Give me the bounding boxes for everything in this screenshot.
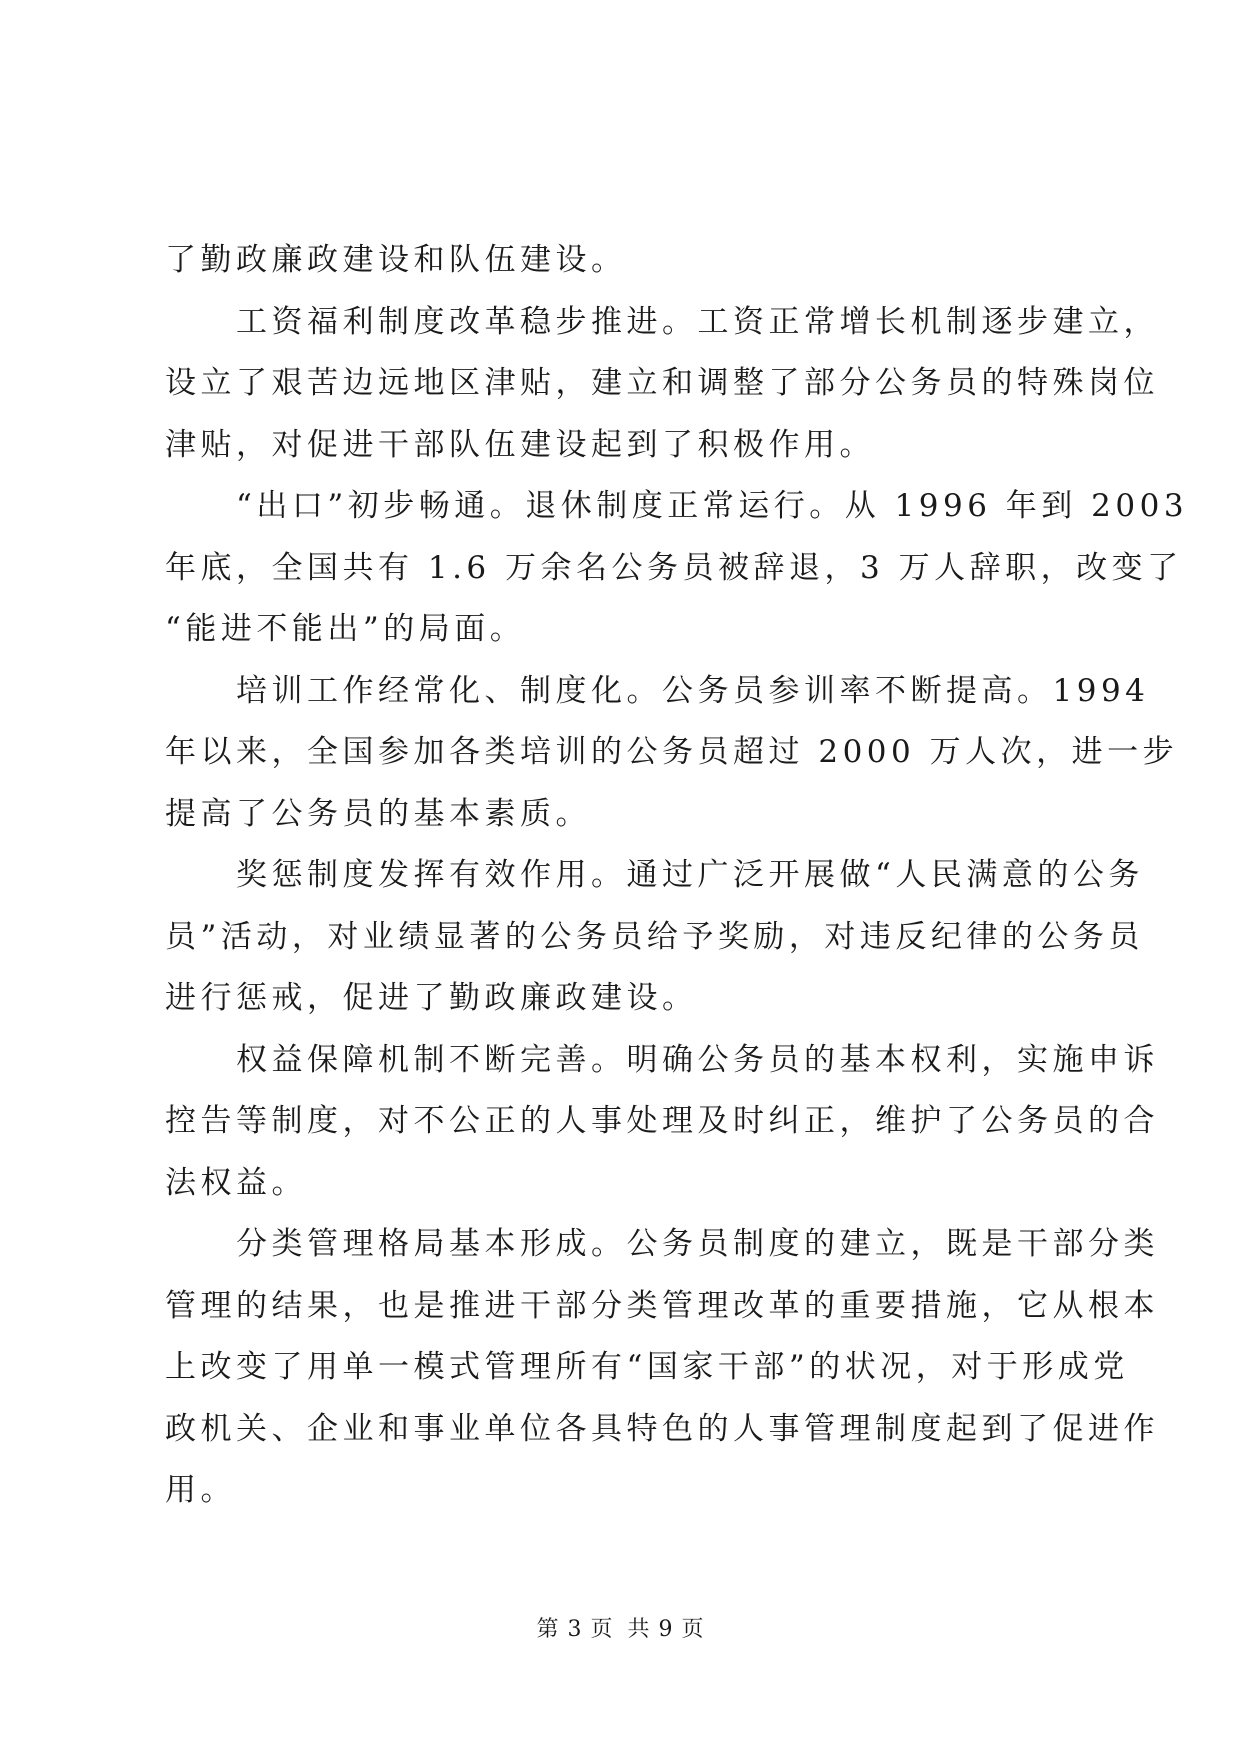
text-line: 培训工作经常化、制度化。公务员参训率不断提高。1994 [165,672,1150,709]
text-line: 设立了艰苦边远地区津贴，建立和调整了部分公务员的特殊岗位 [165,365,1159,401]
text-line: 提高了公务员的基本素质。 [165,795,591,832]
body-text [165,230,1189,1522]
text-line: 政机关、企业和事业单位各具特色的人事管理制度起到了促进作 [165,1410,1159,1447]
text-line: “能进不能出”的局面。 [165,611,526,647]
text-line: 年底，全国共有 1.6 万余名公务员被辞退，3 万人辞职，改变了 [165,549,1183,586]
text-line: 法权益。 [165,1164,307,1201]
text-line: 上改变了用单一模式管理所有“国家干部”的状况，对于形成党 [165,1349,1129,1385]
text-line: “出口”初步畅通。退休制度正常运行。从 1996 年到 2003 [165,488,1189,524]
text-line: 控告等制度，对不公正的人事处理及时纠正，维护了公务员的合 [165,1103,1159,1139]
text-line: 进行惩戒，促进了勤政廉政建设。 [165,980,698,1016]
text-line: 权益保障机制不断完善。明确公务员的基本权利，实施申诉 [165,1041,1159,1078]
text-line: 年以来，全国参加各类培训的公务员超过 2000 万人次，进一步 [165,734,1179,770]
text-line: 用。 [165,1472,236,1508]
page-total: 共 9 页 [627,1617,705,1642]
text-line: 员”活动，对业绩显著的公务员给予奖励，对违反纪律的公务员 [165,918,1144,955]
text-line: 津贴，对促进干部队伍建设起到了积极作用。 [165,426,875,463]
text-line: 了勤政廉政建设和队伍建设。 [165,242,627,278]
page-number: 第 3 页 [536,1617,614,1642]
text-line: 分类管理格局基本形成。公务员制度的建立，既是干部分类 [165,1226,1159,1262]
text-line: 工资福利制度改革稳步推进。工资正常增长机制逐步建立， [165,303,1159,340]
text-line: 奖惩制度发挥有效作用。通过广泛开展做“人民满意的公务 [165,857,1144,893]
page-footer [0,1612,1241,1643]
text-line: 管理的结果，也是推进干部分类管理改革的重要措施，它从根本 [165,1287,1159,1324]
